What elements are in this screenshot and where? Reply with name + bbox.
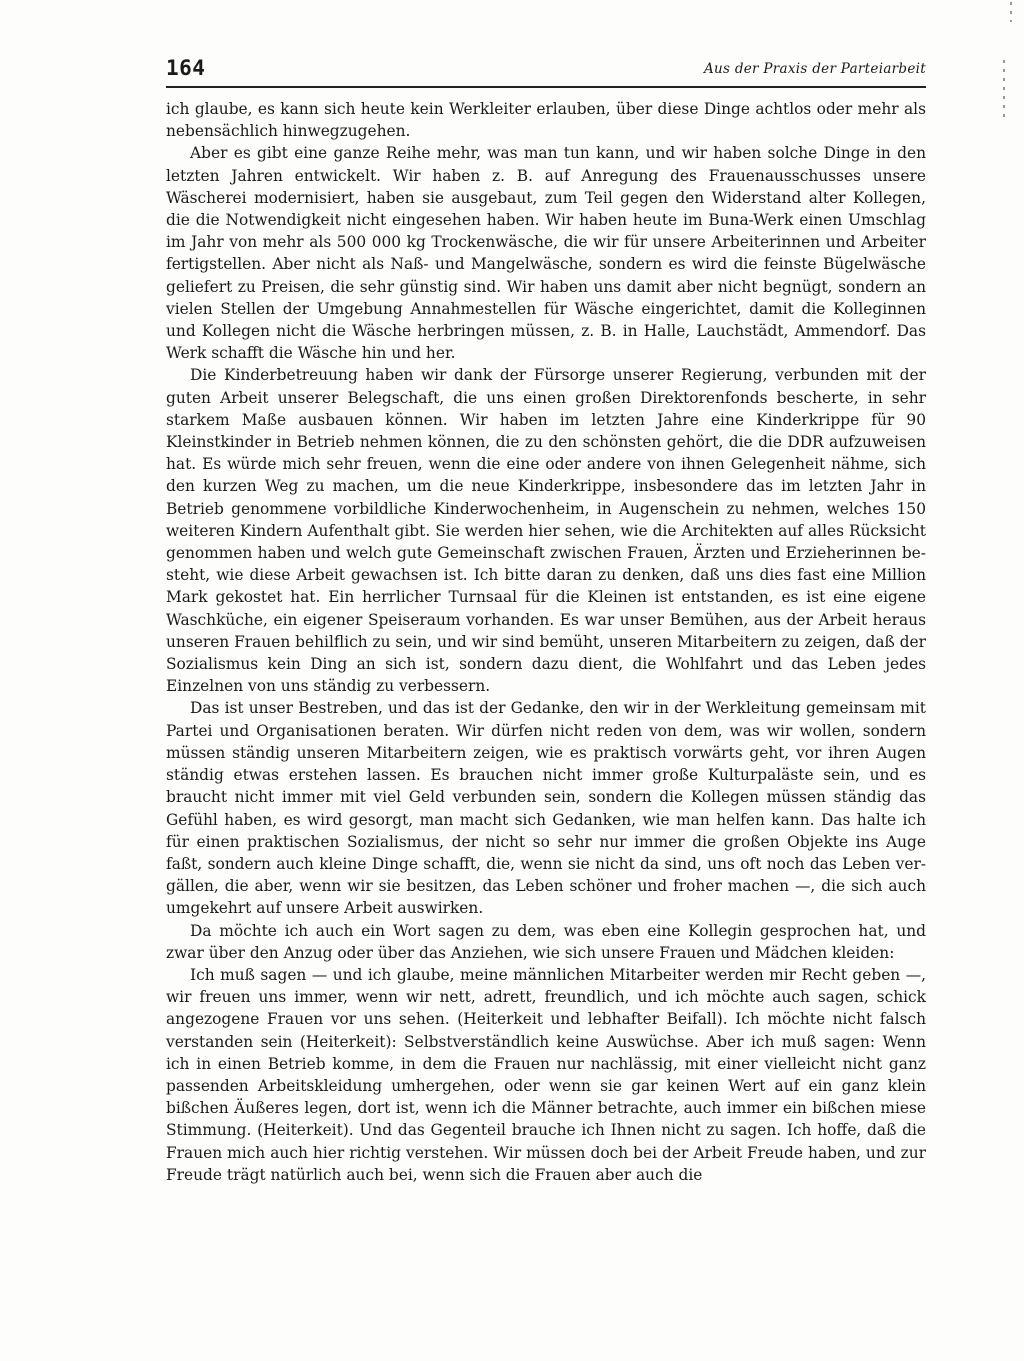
paragraph: Aber es gibt eine ganze Reihe mehr, was man tun kann, und wir haben solche Dinge in den letzten Jahren entwickelt. Wir haben z. B. auf Anregung des Frauenausschusses unsere Wäscherei modernisiert, haben sie ausgebaut, zum Teil gegen den Widerstand alter Kollegen, die die Notwendigkeit nicht eingesehen haben. Wir haben heute im Buna-Werk einen Umschlag im Jahr von mehr als 500 000 kg Trockenwäsche, die wir für unsere Arbeiterinnen und Arbeiter fertigstellen. Aber nicht als Naß- und Mangelwäsche, sondern es wird die feinste Bügelwäsche geliefert zu Preisen, die sehr günstig sind. Wir haben uns damit aber nicht begnügt, sondern an vielen Stellen der Umgebung Annahmestellen für Wäsche eingerichtet, damit die Kolleginnen und Kollegen nicht die Wäsche herbringen müssen, z. B. in Halle, Lauchstädt, Ammendorf. Das Werk schafft die Wäsche hin und her.	[166, 144, 926, 363]
paragraph: Die Kinderbetreuung haben wir dank der Fürsorge unserer Regierung, verbunden mit der guten Arbeit unserer Belegschaft, die uns einen großen Direktorenfonds bescherte, in sehr starkem Maße ausbauen können. Wir haben im letzten Jahre eine Kinderkrippe für 90 Kleinstkinder in Betrieb nehmen können, die zu den schönsten gehört, die die DDR aufzuweisen hat. Es würde mich sehr freuen, wenn die eine oder andere von ihnen Gelegenheit nähme, sich den kurzen Weg zu machen, um die neue Kinderkrippe, insbesondere das im letzten Jahr in Betrieb genommene vorbildliche Kinderwochenheim, in Augenschein zu nehmen, welches 150 weiteren Kindern Aufenthalt gibt. Sie werden hier sehen, wie die Architekten auf alles Rücksicht genommen haben und welch gute Gemeinschaft zwischen Frauen, Ärzten und Erzieherinnen besteht, wie diese Arbeit gewachsen ist. Ich bitte daran zu denken, daß uns dies fast eine Million Mark gekostet hat. Ein herrlicher Turnsaal für die Kleinen ist entstanden, es ist eine eigene Waschküche, ein eigener Speiseraum vorhanden. Es war unser Bemühen, aus der Arbeit heraus unseren Frauen behilflich zu sein, und wir sind bemüht, unseren Mitarbeitern zu zeigen, daß der Sozialismus kein Ding an sich ist, sondern dazu dient, die Wohlfahrt und das Leben jedes Einzelnen von uns ständig zu verbessern.	[166, 366, 926, 696]
margin-scan-mark	[1010, 2, 1012, 22]
paragraph: Das ist unser Bestreben, und das ist der Gedanke, den wir in der Werkleitung gemeinsam mit Partei und Organisationen beraten. Wir dürfen nicht reden von dem, was wir wollen, sondern müssen ständig unseren Mitarbeitern zeigen, wie es praktisch vorwärts geht, vor ihren Augen ständig etwas erstehen lassen. Es brauchen nicht immer große Kulturpaläste sein, und es braucht nicht immer mit viel Geld verbunden sein, sondern die Kollegen müssen ständig das Gefühl haben, es wird gesorgt, man macht sich Gedanken, wie man helfen kann. Das halte ich für einen praktischen Sozialismus, der nicht so sehr nur immer die großen Objekte ins Auge faßt, sondern auch kleine Dinge schafft, die, wenn sie nicht da sind, uns oft noch das Leben vergällen, die aber, wenn wir sie besitzen, das Leben schöner und froher machen —, die sich auch umgekehrt auf unsere Arbeit auswirken.	[166, 699, 926, 918]
page-header	[166, 56, 926, 88]
margin-scan-mark	[1003, 60, 1005, 120]
body-text	[166, 98, 926, 1186]
page-number: 164	[166, 56, 206, 80]
paragraph: Ich muß sagen — und ich glaube, meine männlichen Mitarbeiter werden mir Recht geben —, wir freuen uns immer, wenn wir nett, adrett, freundlich, und ich möchte auch sagen, schick angezogene Frauen vor uns sehen. (Heiterkeit und lebhafter Beifall). Ich möchte nicht falsch verstanden sein (Heiterkeit): Selbstverständlich keine Auswüchse. Aber ich muß sagen: Wenn ich in einen Betrieb komme, in dem die Frauen nur nachlässig, mit einer vielleicht nicht ganz passenden Arbeitskleidung umhergehen, oder wenn sie gar keinen Wert auf ein ganz klein bißchen Äußeres legen, dort ist, wenn ich die Männer betrachte, auch immer ein bißchen miese Stimmung. (Heiterkeit). Und das Gegenteil brauche ich Ihnen nicht zu sagen. Ich hoffe, daß die Frauen mich auch hier richtig verstehen. Wir müssen doch bei der Arbeit Freude haben, und zur Freude trägt natürlich auch bei, wenn sich die Frauen aber auch die	[166, 965, 926, 1184]
running-head: Aus der Praxis der Parteiarbeit	[703, 61, 926, 77]
paragraph: ich glaube, es kann sich heute kein Werkleiter erlauben, über diese Dinge achtlos oder mehr als nebensächlich hinwegzugehen.	[166, 100, 926, 141]
paragraph: Da möchte ich auch ein Wort sagen zu dem, was eben eine Kollegin gesprochen hat, und zwar über den Anzug oder über das Anziehen, wie sich unsere Frauen und Mädchen kleiden:	[166, 921, 926, 962]
